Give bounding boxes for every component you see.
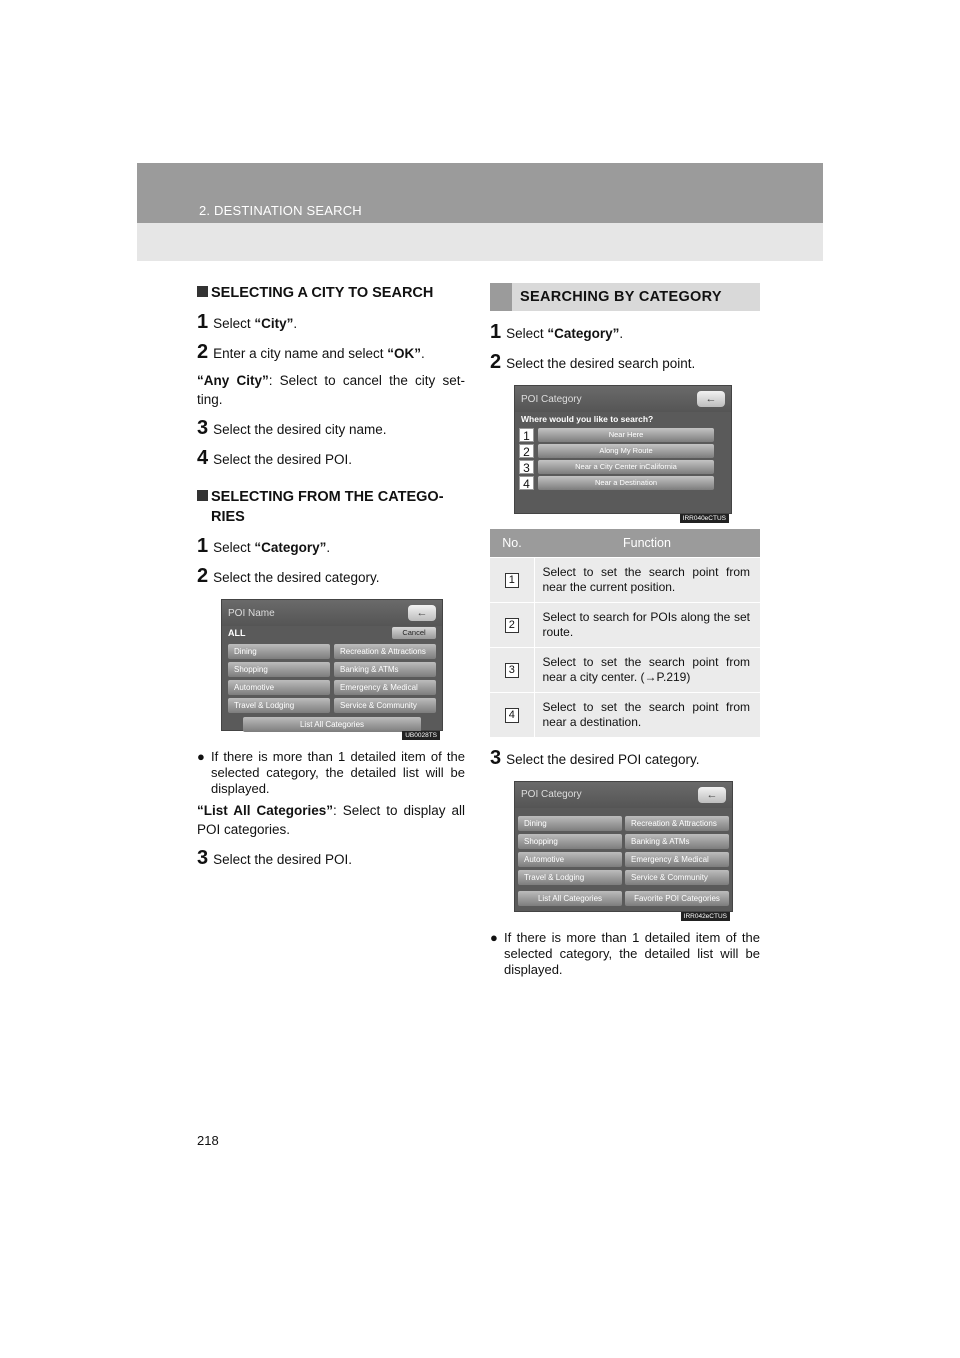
option-row: 1 Near Here: [515, 428, 731, 442]
square-bullet-icon: [197, 286, 208, 297]
image-code: IRR040eCTUS: [680, 514, 729, 523]
bottom-buttons: [515, 885, 732, 906]
poi-category-list-screenshot: [514, 781, 733, 920]
category-grid: [222, 644, 442, 713]
step-1: 1 Select “Category”.: [197, 535, 331, 557]
category-button: Shopping: [228, 662, 330, 677]
band-marker: [490, 283, 512, 311]
category-button: Emergency & Medical: [625, 852, 729, 867]
image-code: UB0028TS: [402, 731, 440, 740]
bullet-icon: ●: [197, 749, 205, 764]
category-button: Travel & Lodging: [518, 870, 622, 885]
step-3: 3 Select the desired POI category.: [490, 746, 700, 769]
poi-category-search-screenshot: [514, 385, 732, 522]
along-route-button: Along My Route: [538, 444, 714, 458]
function-table: [490, 529, 760, 737]
category-button: Banking & ATMs: [625, 834, 729, 849]
poi-name-screenshot: [221, 599, 443, 739]
header-bar: [137, 163, 823, 223]
back-arrow-icon: ←: [698, 787, 726, 803]
list-all-categories-button: List All Categories: [243, 717, 421, 732]
search-question: Where would you like to search?: [521, 414, 654, 424]
step-2: 2 Enter a city name and select “OK”.: [197, 341, 425, 363]
option-row: 2 Along My Route: [515, 444, 731, 458]
table-row: 4 Select to set the search point from near a destination.: [490, 692, 760, 737]
near-destination-button: Near a Destination: [538, 476, 714, 490]
option-row: 3 Near a City Center inCalifornia: [515, 460, 731, 474]
any-city-note: “Any City”: Select to cancel the city set-ting.: [197, 373, 465, 407]
poi-all-row: ALL Cancel: [222, 626, 442, 640]
cancel-button: Cancel: [392, 627, 436, 639]
category-button: Recreation & Attractions: [334, 644, 436, 659]
step-3: 3 Select the desired POI.: [197, 847, 352, 869]
category-button: Shopping: [518, 834, 622, 849]
category-button: Banking & ATMs: [334, 662, 436, 677]
step-2: 2 Select the desired category.: [197, 565, 380, 587]
category-button: Travel & Lodging: [228, 698, 330, 713]
category-button: Automotive: [228, 680, 330, 695]
right-column: [490, 283, 760, 978]
category-button: Automotive: [518, 852, 622, 867]
section-band-category: SEARCHING BY CATEGORY: [490, 283, 760, 311]
screen-header: POI Category ←: [515, 386, 731, 412]
near-here-button: Near Here: [538, 428, 714, 442]
bullet-note: ● If there is more than 1 detailed item of the selected category, the detailed list will be displayed.: [490, 929, 760, 977]
section-title-categories: SELECTING FROM THE CATEGO- RIES: [197, 487, 465, 527]
section-title-city: SELECTING A CITY TO SEARCH: [197, 283, 465, 303]
page-header: [137, 163, 823, 261]
category-button: Dining: [518, 816, 622, 831]
favorite-poi-categories-button: Favorite POI Categories: [625, 891, 729, 906]
col-no-header: No.: [490, 529, 534, 557]
table-row: 3 Select to set the search point from near a city center. (→P.219): [490, 647, 760, 692]
col-function-header: Function: [534, 529, 760, 557]
back-arrow-icon: ←: [697, 391, 725, 407]
step-2: 2 Select the desired search point.: [490, 351, 696, 373]
table-header-row: [490, 529, 760, 557]
header-title: 2. DESTINATION SEARCH: [199, 203, 362, 218]
category-button: Recreation & Attractions: [625, 816, 729, 831]
category-button: Service & Community: [625, 870, 729, 885]
screen-header: POI Name ←: [222, 600, 442, 626]
screen-header: POI Category ←: [515, 782, 732, 808]
step-1: 1 Select “Category”.: [490, 321, 624, 343]
square-bullet-icon: [197, 490, 208, 501]
step-1: 1 Select “City”.: [197, 311, 298, 333]
option-row: 4 Near a Destination: [515, 476, 731, 490]
bullet-note: ● If there is more than 1 detailed item of the selected category, the detailed list will be displayed.: [197, 749, 465, 796]
table-row: 2 Select to search for POIs along the set route.: [490, 602, 760, 647]
table-row: 1 Select to set the search point from near the current position.: [490, 557, 760, 602]
category-button: Service & Community: [334, 698, 436, 713]
image-code: IRR042eCTUS: [681, 912, 730, 921]
back-arrow-icon: ←: [408, 605, 436, 621]
page-number: 218: [197, 1133, 219, 1148]
list-all-categories-button: List All Categories: [518, 891, 622, 906]
step-4: 4 Select the desired POI.: [197, 447, 352, 469]
near-city-center-button: Near a City Center inCalifornia: [538, 460, 714, 474]
category-button: Emergency & Medical: [334, 680, 436, 695]
category-grid: [515, 816, 732, 885]
list-all-note: “List All Categories”: Select to display all POI categories.: [197, 803, 465, 837]
step-3: 3 Select the desired city name.: [197, 417, 387, 439]
bullet-icon: ●: [490, 929, 498, 945]
category-button: Dining: [228, 644, 330, 659]
left-column: [197, 283, 465, 869]
